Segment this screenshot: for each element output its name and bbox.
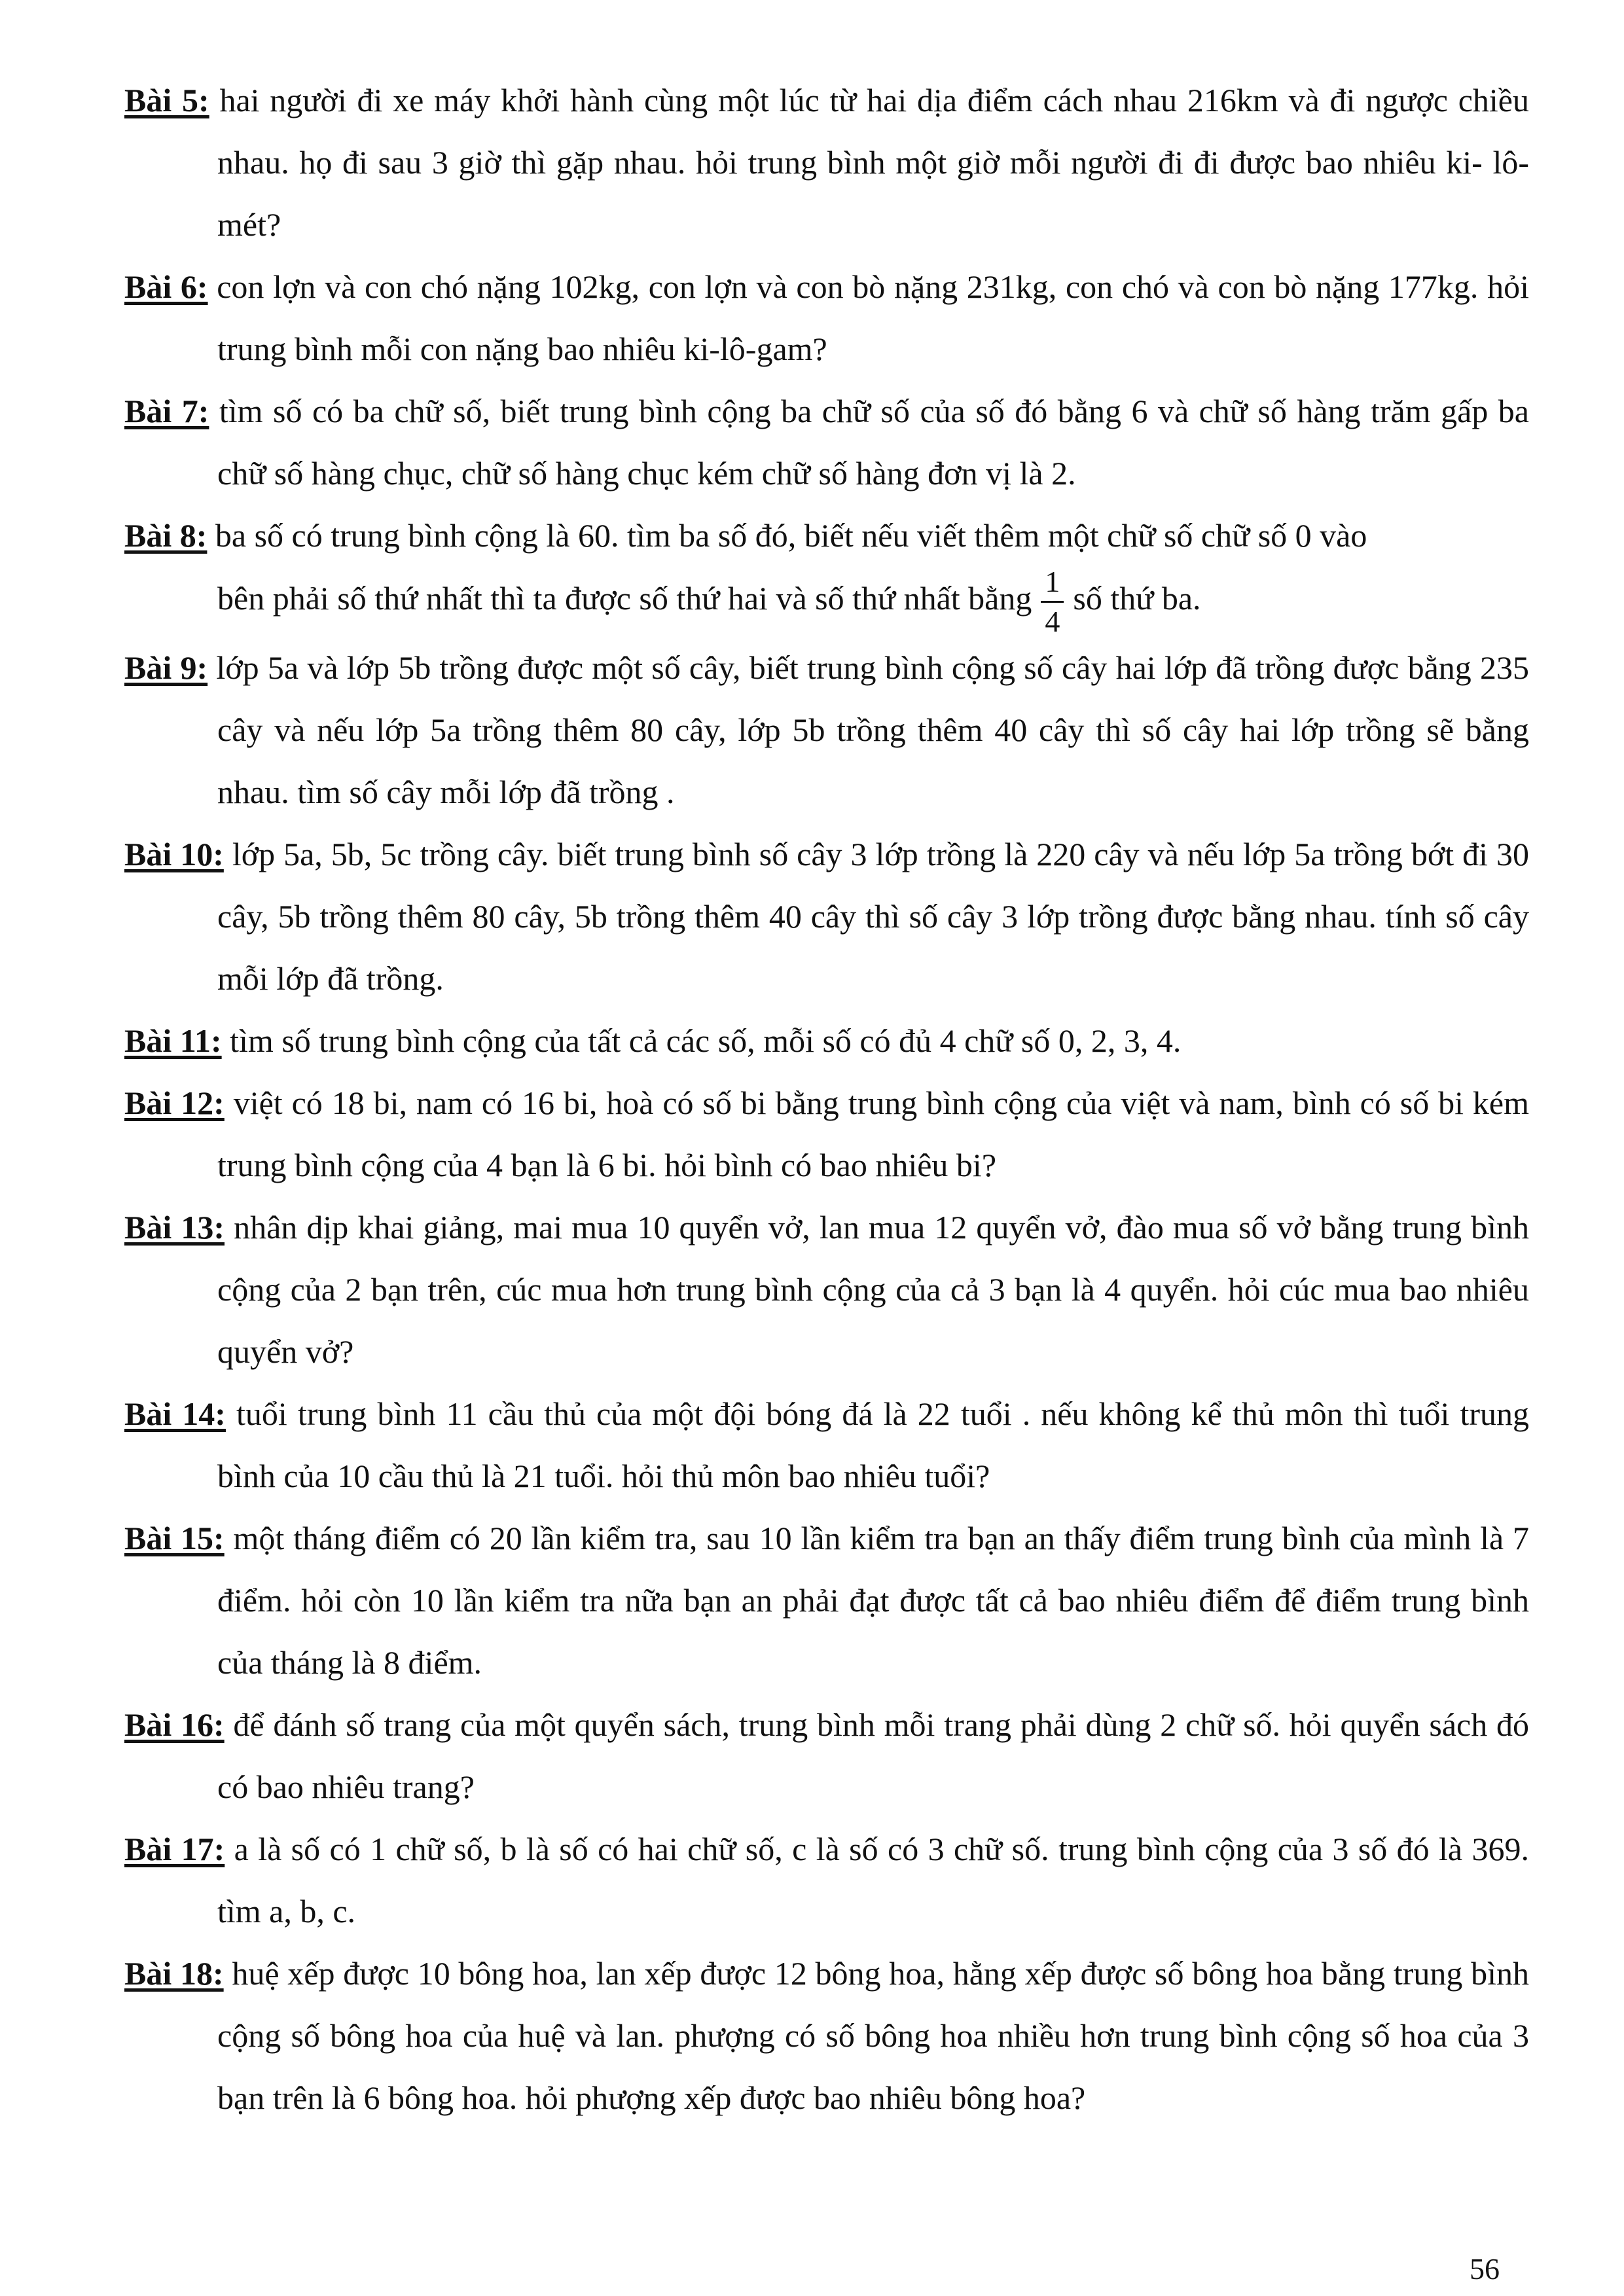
problem-5 — [124, 69, 1529, 256]
problem-text: a là số có 1 chữ số, b là số có hai chữ số, c là số có 3 chữ số. trung bình cộng của 3 số đó là 369. tìm a, b, c. — [217, 1831, 1529, 1929]
problem-8 — [124, 505, 1529, 637]
problem-18 — [124, 1943, 1529, 2129]
problem-label: Bài 10: — [124, 836, 224, 872]
problem-16 — [124, 1694, 1529, 1818]
fraction-denominator: 4 — [1045, 605, 1060, 638]
problem-9 — [124, 637, 1529, 823]
problem-text: ba số có trung bình cộng là 60. tìm ba số đó, biết nếu viết thêm một chữ số chữ số 0 vào — [207, 517, 1367, 554]
problem-text: tìm số trung bình cộng của tất cả các số, mỗi số có đủ 4 chữ số 0, 2, 3, 4. — [221, 1022, 1182, 1059]
problem-text-after-fraction: số thứ ba. — [1073, 579, 1201, 617]
problem-text: con lợn và con chó nặng 102kg, con lợn và con bò nặng 231kg, con chó và con bò nặng 177kg. hỏi trung bình mỗi con nặng bao nhiêu ki-lô-gam? — [208, 268, 1529, 367]
problem-label: Bài 12: — [124, 1085, 225, 1121]
problem-6 — [124, 256, 1529, 380]
problem-17 — [124, 1818, 1529, 1943]
problem-text: một tháng điểm có 20 lần kiểm tra, sau 10 lần kiểm tra bạn an thấy điểm trung bình của mình là 7 điểm. hỏi còn 10 lần kiểm tra nữa bạn an phải đạt được tất cả bao nhiêu điểm để điểm trung bình của tháng là 8 điểm. — [217, 1520, 1529, 1681]
problem-label: Bài 15: — [124, 1520, 225, 1556]
problem-text: tuổi trung bình 11 cầu thủ của một đội bóng đá là 22 tuổi . nếu không kể thủ môn thì tuổi trung bình của 10 cầu thủ là 21 tuổi. hỏi thủ môn bao nhiêu tuổi? — [217, 1395, 1529, 1494]
problem-7 — [124, 380, 1529, 505]
problem-label: Bài 18: — [124, 1955, 224, 1992]
page-number: 56 — [1470, 2252, 1500, 2286]
problem-text: hai người đi xe máy khởi hành cùng một lúc từ hai dịa điểm cách nhau 216km và đi ngược chiều nhau. họ đi sau 3 giờ thì gặp nhau. hỏi trung bình một giờ mỗi người đi đi được bao nhiêu ki- lô-mét? — [209, 82, 1529, 243]
problem-text: lớp 5a và lớp 5b trồng được một số cây, biết trung bình cộng số cây hai lớp đã trồng được bằng 235 cây và nếu lớp 5a trồng thêm 80 cây, lớp 5b trồng thêm 40 cây thì số cây hai lớp trồng sẽ bằng nhau. tìm số cây mỗi lớp đã trồng . — [208, 649, 1529, 810]
problem-text: để đánh số trang của một quyển sách, trung bình mỗi trang phải dùng 2 chữ số. hỏi quyển sách đó có bao nhiêu trang? — [217, 1706, 1529, 1805]
problem-label: Bài 6: — [124, 268, 208, 305]
problem-text: lớp 5a, 5b, 5c trồng cây. biết trung bình số cây 3 lớp trồng là 220 cây và nếu lớp 5a trồng bớt đi 30 cây, 5b trồng thêm 80 cây, 5b trồng thêm 40 cây thì số cây 3 lớp trồng được bằng nhau. tính số cây mỗi lớp đã trồng. — [217, 836, 1529, 997]
problem-11 — [124, 1010, 1529, 1072]
problem-12 — [124, 1072, 1529, 1196]
problem-13 — [124, 1196, 1529, 1383]
problem-text: huệ xếp được 10 bông hoa, lan xếp được 12 bông hoa, hằng xếp được số bông hoa bằng trung bình cộng số bông hoa của huệ và lan. phượng có số bông hoa nhiều hơn trung bình cộng số hoa của 3 bạn trên là 6 bông hoa. hỏi phượng xếp được bao nhiêu bông hoa? — [217, 1955, 1529, 2116]
problem-label: Bài 5: — [124, 82, 209, 118]
problem-15 — [124, 1507, 1529, 1694]
problem-label: Bài 14: — [124, 1395, 226, 1432]
problem-10 — [124, 823, 1529, 1010]
problem-text: nhân dịp khai giảng, mai mua 10 quyển vở, lan mua 12 quyển vở, đào mua số vở bằng trung bình cộng của 2 bạn trên, cúc mua hơn trung bình cộng của cả 3 bạn là 4 quyển. hỏi cúc mua bao nhiêu quyển vở? — [217, 1209, 1529, 1370]
problem-list — [124, 69, 1529, 2129]
fraction-numerator: 1 — [1041, 567, 1064, 603]
problem-label: Bài 13: — [124, 1209, 225, 1246]
problem-label: Bài 9: — [124, 649, 208, 686]
problem-text: tìm số có ba chữ số, biết trung bình cộng ba chữ số của số đó bằng 6 và chữ số hàng trăm gấp ba chữ số hàng chục, chữ số hàng chục kém chữ số hàng đơn vị là 2. — [209, 393, 1529, 492]
problem-text: việt có 18 bi, nam có 16 bi, hoà có số bi bằng trung bình cộng của việt và nam, bình có số bi kém trung bình cộng của 4 bạn là 6 bi. hỏi bình có bao nhiêu bi? — [217, 1085, 1529, 1183]
problem-text-before-fraction: bên phải số thứ nhất thì ta được số thứ hai và số thứ nhất bằng — [217, 579, 1032, 617]
fraction-one-quarter — [1041, 567, 1064, 637]
problem-label: Bài 16: — [124, 1706, 225, 1743]
problem-14 — [124, 1383, 1529, 1507]
problem-label: Bài 8: — [124, 517, 208, 554]
problem-label: Bài 11: — [124, 1022, 222, 1059]
problem-label: Bài 17: — [124, 1831, 225, 1867]
problem-label: Bài 7: — [124, 393, 209, 429]
